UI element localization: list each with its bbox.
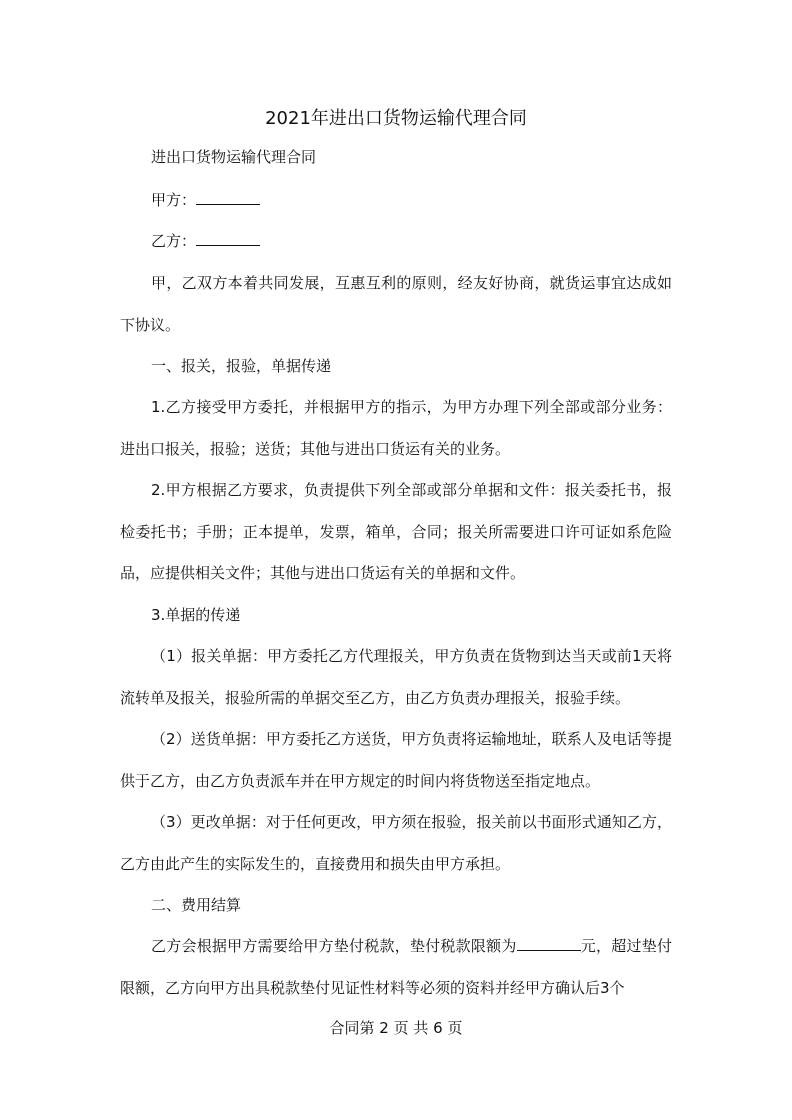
fee-paragraph	[120, 926, 672, 1009]
party-b-label: 乙方：	[151, 232, 197, 250]
party-a-label: 甲方：	[151, 191, 197, 209]
section2-heading: 二、费用结算	[151, 896, 242, 914]
fee-text-part1: 乙方会根据甲方需要给甲方垫付税款，垫付税款限额为	[151, 937, 517, 955]
tax-limit-blank	[517, 949, 581, 951]
intro-paragraph: 甲，乙双方本着共同发展，互惠互利的原则，经友好协商，就货运事宜达成如下协议。	[120, 274, 672, 334]
party-a-blank	[196, 203, 260, 205]
clause-3-heading: 3.单据的传递	[151, 606, 241, 624]
document-subtitle: 进出口货物运输代理合同	[151, 148, 317, 166]
document-title: 2021年进出口货物运输代理合同	[265, 108, 527, 129]
clause-2: 2.甲方根据乙方要求，负责提供下列全部或部分单据和文件：报关委托书，报检委托书；手册；正本提单，发票，箱单，合同；报关所需要进口许可证如系危险品，应提供相关文件；其他与进出口货运有关的单据和文件。	[120, 481, 672, 582]
party-b-line	[120, 221, 672, 263]
party-b-blank	[196, 244, 260, 246]
section1-heading: 一、报关，报验，单据传递	[151, 357, 332, 375]
clause-3-3: （3）更改单据：对于任何更改，甲方须在报验，报关前以书面形式通知乙方，乙方由此产生的实际发生的，直接费用和损失由甲方承担。	[120, 813, 672, 873]
clause-3-2: （2）送货单据：甲方委托乙方送货，甲方负责将运输地址，联系人及电话等提供于乙方，由乙方负责派车并在甲方规定的时间内将货物送至指定地点。	[120, 730, 672, 790]
clause-3-1: （1）报关单据：甲方委托乙方代理报关，甲方负责在货物到达当天或前1天将流转单及报关，报验所需的单据交至乙方，由乙方负责办理报关，报验手续。	[120, 647, 672, 707]
clause-1: 1.乙方接受甲方委托，并根据甲方的指示，为甲方办理下列全部或部分业务：进出口报关，报验；送货；其他与进出口货运有关的业务。	[120, 398, 672, 458]
fee-text-part2: 元，超过垫付限额，乙方向甲方出具税款垫付见证性材料等必须的资料并经甲方确认后3个	[120, 937, 672, 997]
party-a-line	[120, 180, 672, 222]
page-footer: 合同第 2 页 共 6 页	[329, 1019, 463, 1037]
